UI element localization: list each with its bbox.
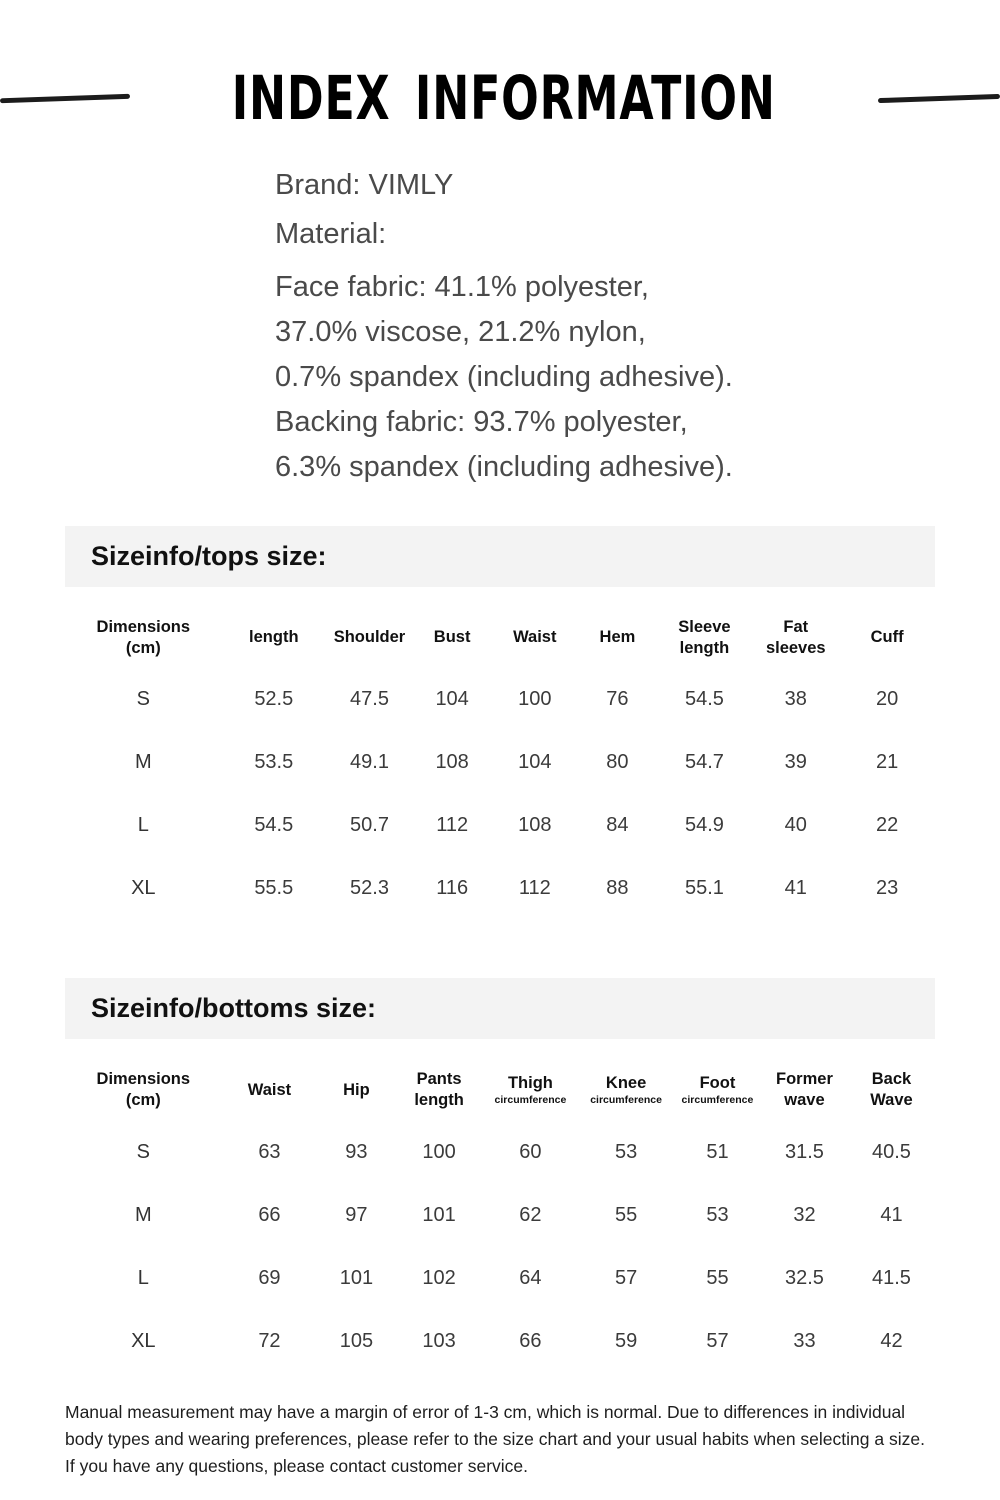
column-header: Bust bbox=[433, 628, 471, 647]
column-header: Back Wave bbox=[870, 1070, 913, 1109]
column-header: Cuff bbox=[870, 628, 904, 647]
measurement-value: 53 bbox=[614, 1140, 638, 1163]
column-header: Waist bbox=[247, 1080, 292, 1099]
measurement-value: 23 bbox=[876, 877, 899, 900]
measurement-value: 40.5 bbox=[872, 1140, 911, 1163]
measurement-value: 112 bbox=[518, 877, 551, 900]
measurement-value: 80 bbox=[606, 751, 629, 774]
column-header: Dimensions (cm) bbox=[96, 618, 191, 657]
measurement-value: 47.5 bbox=[350, 688, 389, 711]
column-header: Hem bbox=[599, 628, 636, 647]
size-label: XL bbox=[131, 877, 156, 900]
measurement-value: 52.5 bbox=[254, 688, 294, 711]
section-header-bottoms: Sizeinfo/bottoms size: bbox=[65, 978, 935, 1039]
page-title: INDEX INFORMATION bbox=[232, 63, 777, 134]
material-line: Backing fabric: 93.7% polyester, bbox=[275, 406, 688, 438]
size-label: L bbox=[137, 1266, 149, 1289]
column-header: Knee circumference bbox=[590, 1074, 662, 1106]
size-label: M bbox=[134, 1203, 152, 1226]
measurement-value: 42 bbox=[880, 1329, 903, 1352]
table-row bbox=[65, 1247, 935, 1310]
table-row bbox=[65, 1310, 935, 1373]
measurement-value: 108 bbox=[435, 751, 469, 774]
measurement-value: 62 bbox=[519, 1203, 542, 1226]
measurement-value: 50.7 bbox=[350, 814, 389, 837]
material-line: Face fabric: 41.1% polyester, bbox=[275, 271, 649, 303]
measurement-value: 84 bbox=[606, 814, 629, 837]
measurement-value: 105 bbox=[339, 1329, 374, 1352]
column-header: length bbox=[249, 628, 299, 647]
measurement-value: 100 bbox=[422, 1140, 456, 1163]
measurement-value: 69 bbox=[258, 1266, 281, 1289]
measurement-value: 66 bbox=[519, 1329, 542, 1352]
table-header-row bbox=[65, 1045, 935, 1120]
size-label: S bbox=[136, 1140, 150, 1163]
measurement-value: 32.5 bbox=[784, 1266, 824, 1289]
measurement-value: 101 bbox=[422, 1203, 456, 1226]
measurement-value: 55.1 bbox=[684, 877, 724, 900]
measurement-value: 53.5 bbox=[254, 751, 294, 774]
measurement-value: 108 bbox=[518, 814, 552, 837]
measurement-value: 57 bbox=[614, 1266, 638, 1289]
measurement-value: 32 bbox=[793, 1203, 816, 1226]
tops-size-table bbox=[65, 593, 935, 920]
material-line: 6.3% spandex (including adhesive). bbox=[275, 451, 733, 483]
section-header-tops: Sizeinfo/tops size: bbox=[65, 526, 935, 587]
measurement-value: 33 bbox=[793, 1329, 816, 1352]
measurement-value: 38 bbox=[784, 688, 807, 711]
measurement-value: 41 bbox=[784, 877, 807, 900]
bottoms-size-table bbox=[65, 1045, 935, 1372]
measurement-value: 76 bbox=[606, 688, 629, 711]
size-label: S bbox=[136, 688, 150, 711]
measurement-value: 112 bbox=[436, 814, 469, 837]
brand-line: Brand: VIMLY bbox=[275, 169, 454, 201]
measurement-value: 20 bbox=[876, 688, 899, 711]
table-row bbox=[65, 731, 935, 794]
material-line: 0.7% spandex (including adhesive). bbox=[275, 361, 733, 393]
measurement-value: 93 bbox=[345, 1140, 368, 1163]
size-label: XL bbox=[131, 1329, 156, 1352]
measurement-value: 88 bbox=[606, 877, 629, 900]
measurement-value: 116 bbox=[436, 877, 469, 900]
size-label: M bbox=[134, 751, 152, 774]
material-label: Material: bbox=[275, 218, 387, 250]
measurement-value: 55.5 bbox=[254, 877, 294, 900]
column-header: Former wave bbox=[776, 1070, 833, 1109]
measurement-value: 54.5 bbox=[254, 814, 294, 837]
column-header: Shoulder bbox=[333, 628, 406, 647]
measurement-value: 54.7 bbox=[684, 751, 724, 774]
measurement-value: 63 bbox=[258, 1140, 281, 1163]
measurement-value: 104 bbox=[435, 688, 469, 711]
table-row bbox=[65, 1184, 935, 1247]
measurement-value: 102 bbox=[422, 1266, 456, 1289]
decorative-line-right bbox=[878, 94, 1000, 103]
measurement-value: 52.3 bbox=[350, 877, 389, 900]
measurement-value: 66 bbox=[258, 1203, 281, 1226]
measurement-value: 72 bbox=[258, 1329, 281, 1352]
measurement-value: 59 bbox=[614, 1329, 638, 1352]
measurement-value: 54.9 bbox=[684, 814, 724, 837]
measurement-value: 60 bbox=[519, 1140, 542, 1163]
measurement-value: 100 bbox=[518, 688, 552, 711]
measurement-value: 64 bbox=[519, 1266, 542, 1289]
measurement-value: 22 bbox=[876, 814, 899, 837]
table-row bbox=[65, 794, 935, 857]
measurement-value: 40 bbox=[784, 814, 807, 837]
measurement-value: 55 bbox=[706, 1266, 729, 1289]
measurement-value: 41.5 bbox=[872, 1266, 911, 1289]
size-label: L bbox=[137, 814, 149, 837]
column-header: Fat sleeves bbox=[765, 618, 826, 657]
material-line: 37.0% viscose, 21.2% nylon, bbox=[275, 316, 646, 348]
measurement-value: 51 bbox=[706, 1140, 729, 1163]
measurement-value: 104 bbox=[518, 751, 552, 774]
decorative-line-left bbox=[0, 94, 130, 104]
column-header: Hip bbox=[343, 1080, 370, 1099]
measurement-value: 103 bbox=[422, 1329, 456, 1352]
table-row bbox=[65, 1121, 935, 1184]
column-header: Sleeve length bbox=[678, 618, 731, 657]
column-header: Dimensions (cm) bbox=[96, 1070, 191, 1109]
title-row bbox=[0, 0, 1000, 135]
measurement-note: Manual measurement may have a margin of error of 1-3 cm, which is normal. Due to differences in individual body types and wearing preferences, please refer to the size chart and your usual habits when selecting a size. If you have any questions, please contact customer service. bbox=[65, 1401, 925, 1476]
table-row bbox=[65, 668, 935, 731]
measurement-value: 41 bbox=[880, 1203, 903, 1226]
column-header: Foot circumference bbox=[681, 1074, 754, 1106]
measurement-value: 39 bbox=[784, 751, 807, 774]
table-header-row bbox=[65, 593, 935, 668]
measurement-value: 101 bbox=[339, 1266, 374, 1289]
measurement-value: 31.5 bbox=[784, 1140, 824, 1163]
table-row bbox=[65, 857, 935, 920]
column-header: Waist bbox=[513, 628, 557, 647]
column-header: Pants length bbox=[414, 1070, 464, 1109]
measurement-value: 49.1 bbox=[350, 751, 389, 774]
measurement-value: 57 bbox=[706, 1329, 729, 1352]
product-info-block bbox=[275, 163, 935, 490]
column-header: Thigh circumference bbox=[494, 1074, 567, 1106]
measurement-value: 21 bbox=[876, 751, 899, 774]
measurement-value: 53 bbox=[706, 1203, 729, 1226]
measurement-value: 54.5 bbox=[684, 688, 724, 711]
measurement-value: 55 bbox=[614, 1203, 638, 1226]
measurement-value: 97 bbox=[345, 1203, 368, 1226]
